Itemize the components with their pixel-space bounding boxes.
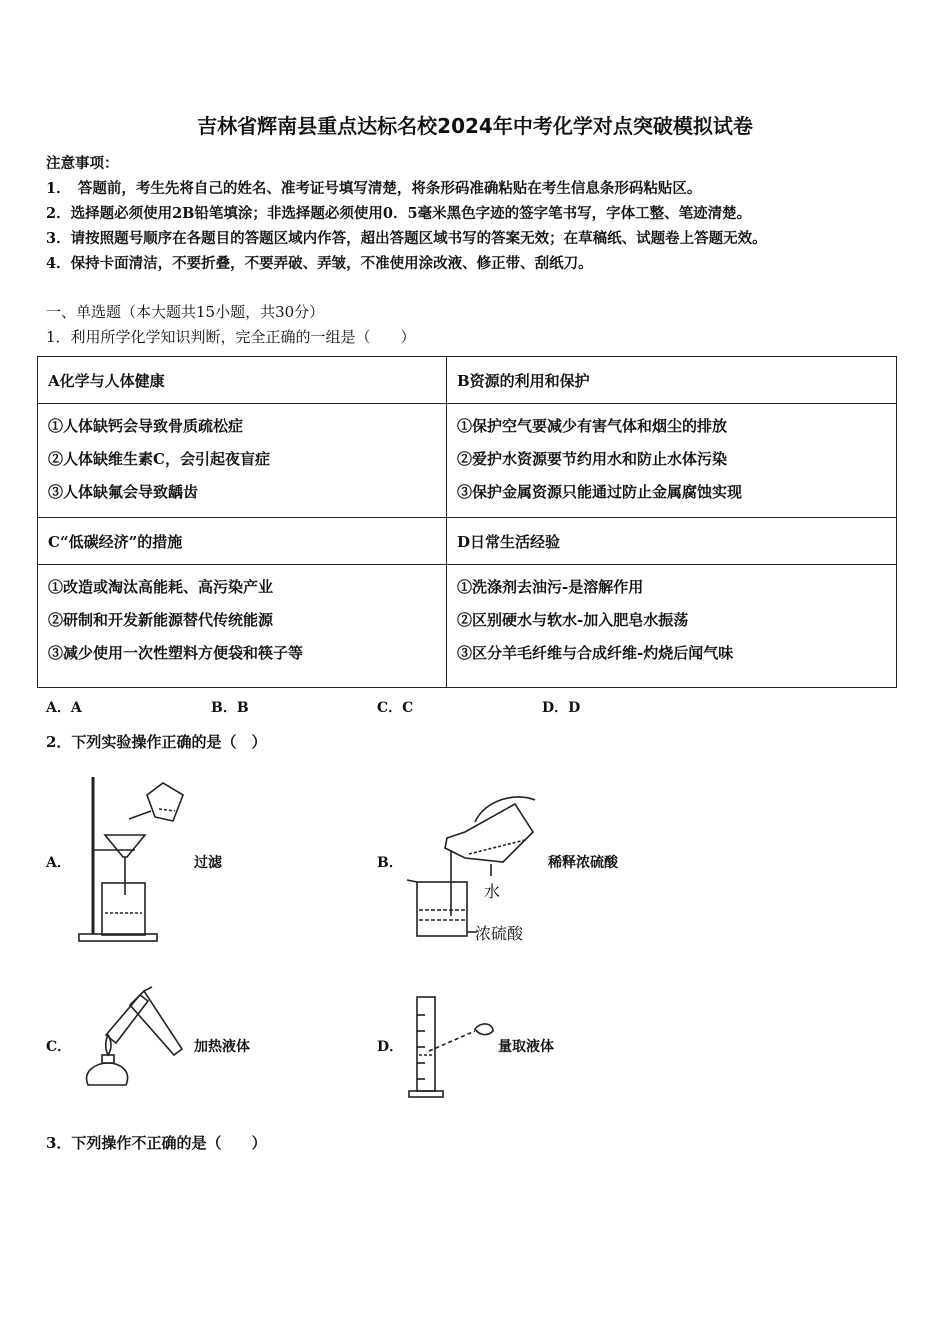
q2-stem: 2．下列实验操作正确的是（ ）	[46, 733, 267, 751]
q2-option-b-caption: 稀释浓硫酸	[548, 855, 618, 871]
cell-a-body	[38, 404, 447, 518]
b-item: ②爱护水资源要节约用水和防止水体污染	[457, 450, 728, 468]
c-item: ①改造或淘汰高能耗、高污染产业	[48, 578, 274, 596]
q1-option-b: B．B	[211, 700, 249, 716]
measuring-cylinder-icon	[405, 995, 500, 1100]
d-item: ②区别硬水与软水-加入肥皂水振荡	[457, 611, 689, 629]
cell-d-head: D日常生活经验	[447, 518, 897, 565]
dilution-apparatus-icon	[405, 792, 540, 942]
c-item: ②研制和开发新能源替代传统能源	[48, 611, 274, 629]
cell-b-body	[447, 404, 897, 518]
q1-option-c: C．C	[377, 700, 414, 716]
cell-c-body	[38, 565, 447, 688]
notice-item-4: 4．保持卡面清洁，不要折叠，不要弄破、弄皱，不准使用涂改液、修正带、刮纸刀。	[46, 255, 593, 272]
q2-option-b-letter: B．	[377, 855, 403, 871]
b-item: ③保护金属资源只能通过防止金属腐蚀实现	[457, 483, 743, 501]
cell-b-head: B资源的利用和保护	[447, 357, 897, 404]
q2-option-d-letter: D．	[377, 1039, 404, 1055]
a-item: ③人体缺氟会导致龋齿	[48, 483, 199, 501]
notice-item-3: 3．请按照题号顺序在各题目的答题区域内作答，超出答题区域书写的答案无效；在草稿纸、试题卷上答题无效。	[46, 230, 767, 247]
a-item: ①人体缺钙会导致骨质疏松症	[48, 417, 244, 435]
label-water: 水	[484, 882, 501, 901]
filtration-apparatus-icon	[75, 775, 190, 945]
q2-option-a-caption: 过滤	[194, 855, 222, 871]
page-title: 吉林省辉南县重点达标名校2024年中考化学对点突破模拟试卷	[197, 114, 753, 138]
q2-option-a-letter: A．	[46, 855, 71, 871]
q3-stem: 3．下列操作不正确的是（ ）	[46, 1134, 267, 1152]
notice-item-2: 2．选择题必须使用2B铅笔填涂；非选择题必须使用0．5毫米黑色字迹的签字笔书写，字体工整、笔迹清楚。	[46, 205, 752, 222]
label-conc-acid: 浓硫酸	[475, 924, 524, 943]
c-item: ③减少使用一次性塑料方便袋和筷子等	[48, 644, 304, 662]
heating-apparatus-icon	[78, 985, 190, 1100]
d-item: ①洗涤剂去油污-是溶解作用	[457, 578, 644, 596]
q2-option-d-caption: 量取液体	[498, 1039, 554, 1055]
b-item: ①保护空气要减少有害气体和烟尘的排放	[457, 417, 728, 435]
a-item: ②人体缺维生素C，会引起夜盲症	[48, 450, 270, 468]
q1-option-d: D．D	[542, 700, 581, 716]
q2-option-c-caption: 加热液体	[194, 1039, 250, 1055]
d-item: ③区分羊毛纤维与合成纤维-灼烧后闻气味	[457, 644, 734, 662]
q2-option-c-letter: C．	[46, 1039, 72, 1055]
cell-c-head: C“低碳经济”的措施	[38, 518, 447, 565]
cell-d-body	[447, 565, 897, 688]
notice-item-1: 1． 答题前，考生先将自己的姓名、准考证号填写清楚，将条形码准确粘贴在考生信息条形码粘贴区。	[46, 180, 702, 197]
section-heading: 一、单选题（本大题共15小题，共30分）	[46, 303, 325, 321]
q1-stem: 1．利用所学化学知识判断，完全正确的一组是（ ）	[46, 328, 416, 346]
q1-option-a: A．A	[46, 700, 82, 716]
notice-heading: 注意事项：	[46, 155, 119, 172]
cell-a-head: A化学与人体健康	[38, 357, 447, 404]
q1-table	[37, 356, 897, 688]
